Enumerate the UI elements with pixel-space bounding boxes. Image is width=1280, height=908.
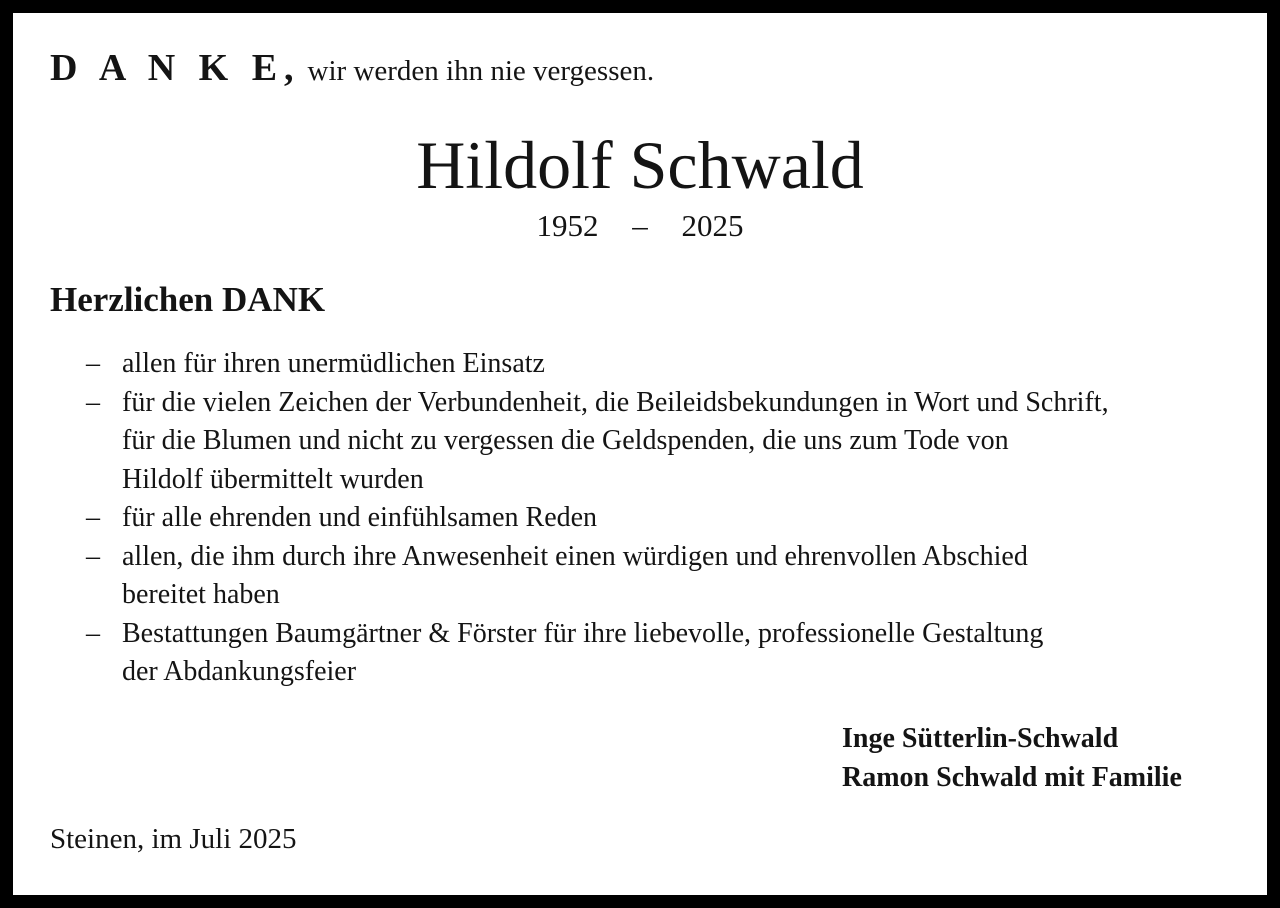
thanks-line: bereitet haben — [122, 579, 280, 610]
thanks-line: allen, die ihm durch ihre Anwesenheit einen würdigen und ehrenvollen Abschied — [122, 540, 1028, 572]
opening-rest-text: wir werden ihn nie vergessen. — [307, 55, 655, 87]
thanks-line: der Abdankungsfeier — [122, 656, 357, 687]
thanks-line: für die vielen Zeichen der Verbundenheit, die Beileidsbekundungen in Wort und Schrift, — [122, 386, 1109, 418]
thanks-item-text — [122, 384, 1251, 500]
thanks-item-text — [122, 345, 1251, 384]
thanks-item — [50, 499, 1251, 538]
opening-line — [50, 49, 654, 87]
thanks-item-text — [122, 538, 1251, 615]
dash-bullet: – — [86, 502, 100, 533]
thanks-line: Bestattungen Baumgärtner & Förster für ihre liebevolle, professionelle Gestaltung — [122, 617, 1044, 649]
thanks-line: für alle ehrenden und einfühlsamen Reden — [122, 502, 598, 533]
thanks-item-text — [122, 499, 1251, 538]
signature-line: Ramon Schwald mit Familie — [842, 761, 1182, 793]
thanks-item — [50, 615, 1251, 692]
dash-bullet: – — [86, 540, 100, 572]
thanks-list — [50, 345, 1251, 692]
thanks-item — [50, 384, 1251, 500]
section-title: Herzlichen DANK — [50, 280, 326, 319]
opening-danke-text: D A N K E, — [50, 47, 301, 89]
signature-block — [842, 720, 1182, 797]
years-dash: – — [632, 208, 648, 243]
thanks-line: allen für ihren unermüdlichen Einsatz — [122, 348, 545, 379]
death-year: 2025 — [681, 208, 744, 243]
signature-line: Inge Sütterlin-Schwald — [842, 723, 1119, 754]
life-years — [13, 210, 1267, 241]
dash-bullet: – — [86, 386, 100, 418]
thanks-line: Hildolf übermittelt wurden — [122, 463, 424, 495]
dash-bullet: – — [86, 617, 100, 649]
thanks-item-text — [122, 615, 1251, 692]
thanks-item — [50, 345, 1251, 384]
dash-bullet: – — [86, 348, 100, 379]
thanks-item — [50, 538, 1251, 615]
thanks-line: für die Blumen und nicht zu vergessen die Geldspenden, die uns zum Tode von — [122, 425, 1009, 456]
place-date: Steinen, im Juli 2025 — [50, 823, 297, 855]
birth-year: 1952 — [536, 208, 599, 243]
deceased-name: Hildolf Schwald — [416, 127, 864, 203]
